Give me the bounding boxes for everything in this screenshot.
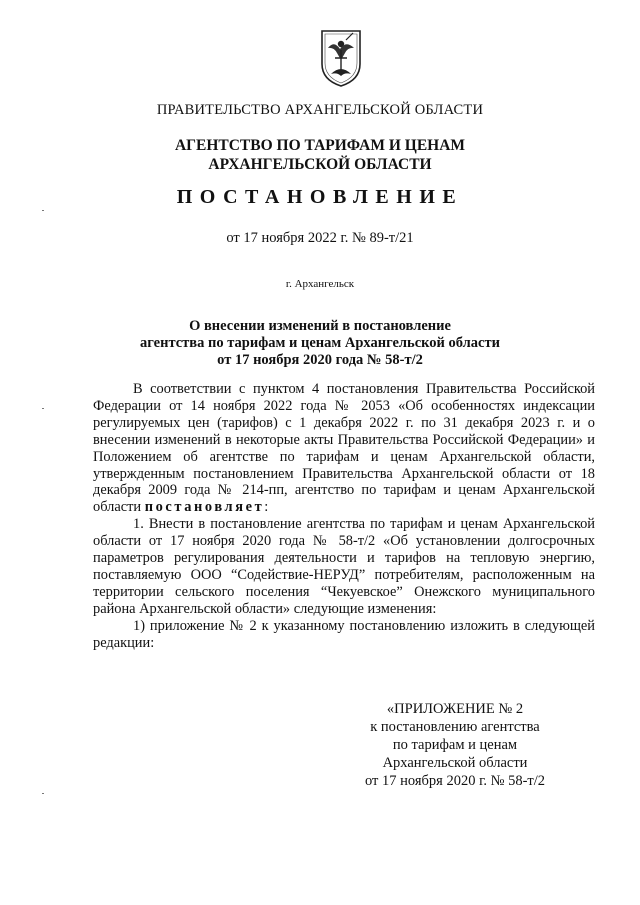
- appendix-line4: Архангельской области: [382, 755, 528, 771]
- subject-line3: от 17 ноября 2020 года № 58-т/2: [217, 352, 423, 368]
- subject-line2: агентства по тарифам и ценам Архангельской области: [140, 335, 500, 351]
- resolves-word: постановляет: [144, 499, 265, 516]
- government-title: ПРАВИТЕЛЬСТВО АРХАНГЕЛЬСКОЙ ОБЛАСТИ: [156, 102, 484, 118]
- appendix-line5: от 17 ноября 2020 г. № 58-т/2: [364, 773, 546, 789]
- document-subject: [0, 318, 640, 369]
- item-1-1-paragraph: 1) приложение № 2 к указанному постановлению изложить в следующей редакции:: [93, 617, 595, 651]
- appendix-line1: «ПРИЛОЖЕНИЕ № 2: [386, 701, 524, 717]
- preamble-text: В соответствии с пунктом 4 постановления Правительства Российской Федерации от 14 ноября 2022 года № 2053 «Об особенностях индексации регулируемых цен (тарифов) с 1 декабря 2022 г. по 31 декабря 2023 г. и о внесении изменений в некоторые акты Правительства Российской Федерации» и Положением об агентстве по тарифам и ценам Архангельской области, утвержденным постановлением Правительства Архангельской области от 18 декабря 2009 года № 214-пп, агентство по тарифам и ценам Архангельской области: [93, 381, 595, 516]
- margin-mark: [42, 210, 44, 211]
- margin-mark: [42, 793, 44, 794]
- appendix-line2: к постановлению агентства: [370, 719, 540, 735]
- city-label: г. Архангельск: [285, 278, 355, 290]
- date-and-number: от 17 ноября 2022 г. № 89-т/21: [226, 230, 414, 246]
- item-1-paragraph: 1. Внести в постановление агентства по тарифам и ценам Архангельской области от 17 ноября 2020 года № 58-т/2 «Об установлении долгосрочных параметров регулирования деятельности и тарифов на тепловую энергию, поставляемую ООО “Содействие-НЕРУД” потребителям, расположенным на территории сельского поселения “Чекуевское” Онежского муниципального района Архангельской области» следующие изменения:: [93, 516, 595, 617]
- coat-of-arms-icon: [318, 28, 364, 88]
- document-body: [93, 381, 595, 652]
- agency-title-line2: АРХАНГЕЛЬСКОЙ ОБЛАСТИ: [208, 156, 432, 173]
- agency-title: [0, 136, 640, 174]
- resolves-colon: :: [264, 499, 269, 516]
- appendix-line3: по тарифам и ценам: [392, 737, 518, 753]
- subject-line1: О внесении изменений в постановление: [189, 318, 451, 334]
- appendix-header: [340, 700, 570, 790]
- document-type: ПОСТАНОВЛЕНИЕ: [176, 186, 464, 208]
- margin-mark: [42, 408, 44, 409]
- preamble-paragraph: [93, 381, 595, 516]
- agency-title-line1: АГЕНТСТВО ПО ТАРИФАМ И ЦЕНАМ: [174, 137, 466, 154]
